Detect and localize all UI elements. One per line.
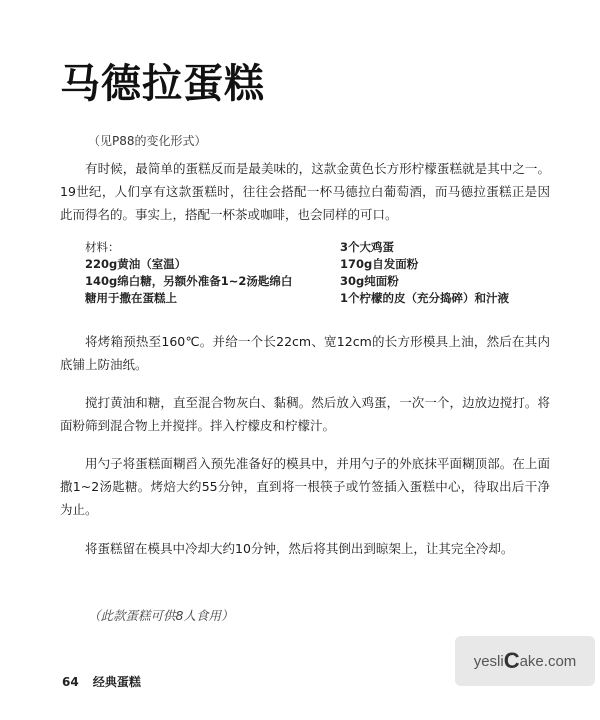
ingredient-item: 170g自发面粉 <box>340 257 419 271</box>
ingredient-item: 140g绵白糖，另额外准备1~2汤匙绵白 <box>85 274 293 288</box>
ingredient-item: 糖用于撒在蛋糕上 <box>85 291 177 305</box>
ingredients-label: 材料： <box>85 240 120 254</box>
watermark-cake-letter: C <box>503 648 520 673</box>
ingredient-item: 220g黄油（室温） <box>85 257 187 271</box>
ingredient-item: 1个柠檬的皮（充分捣碎）和汁液 <box>340 291 509 305</box>
watermark-text: yesli <box>473 652 504 670</box>
ingredient-item: 30g纯面粉 <box>340 274 399 288</box>
recipe-title: 马德拉蛋糕 <box>60 61 265 107</box>
step-paragraph: 将蛋糕留在模具中冷却大约10分钟，然后将其倒出到晾架上，让其完全冷却。 <box>85 541 514 556</box>
page-footer <box>62 673 141 690</box>
serving-note: （此款蛋糕可供8人食用） <box>88 608 234 623</box>
step-paragraph: 搅打黄油和糖，直至混合物灰白、黏稠。然后放入鸡蛋，一次一个，边放边搅打。将面粉筛到混合物上并搅拌。拌入柠檬皮和柠檬汁。 <box>60 395 550 433</box>
book-title: 经典蛋糕 <box>92 675 141 689</box>
recipe-subtitle: （见P88的变化形式） <box>88 134 207 148</box>
page-number: 64 <box>62 675 79 689</box>
ingredients-right-column <box>340 239 560 307</box>
ingredient-item: 3个大鸡蛋 <box>340 240 395 254</box>
step-paragraph: 将烤箱预热至160℃。并给一个长22cm、宽12cm的长方形模具上油，然后在其内底铺上防油纸。 <box>60 334 550 372</box>
step-paragraph: 用勺子将蛋糕面糊舀入预先准备好的模具中，并用勺子的外底抹平面糊顶部。在上面撒1~2汤匙糖。烤焙大约55分钟，直到将一根筷子或竹签插入蛋糕中心，待取出后干净为止。 <box>60 456 550 517</box>
intro-paragraph: 有时候，最简单的蛋糕反而是最美味的，这款金黄色长方形柠檬蛋糕就是其中之一。19世纪，人们享有这款蛋糕时，往往会搭配一杯马德拉白葡萄酒，而马德拉蛋糕正是因此而得名的。事实上，搭配一杯茶或咖啡，也会同样的可口。 <box>60 161 550 222</box>
watermark-domain: .com <box>543 652 577 670</box>
site-watermark-logo <box>455 636 595 686</box>
watermark-text: ake <box>519 652 544 670</box>
ingredients-left-column <box>85 239 325 307</box>
